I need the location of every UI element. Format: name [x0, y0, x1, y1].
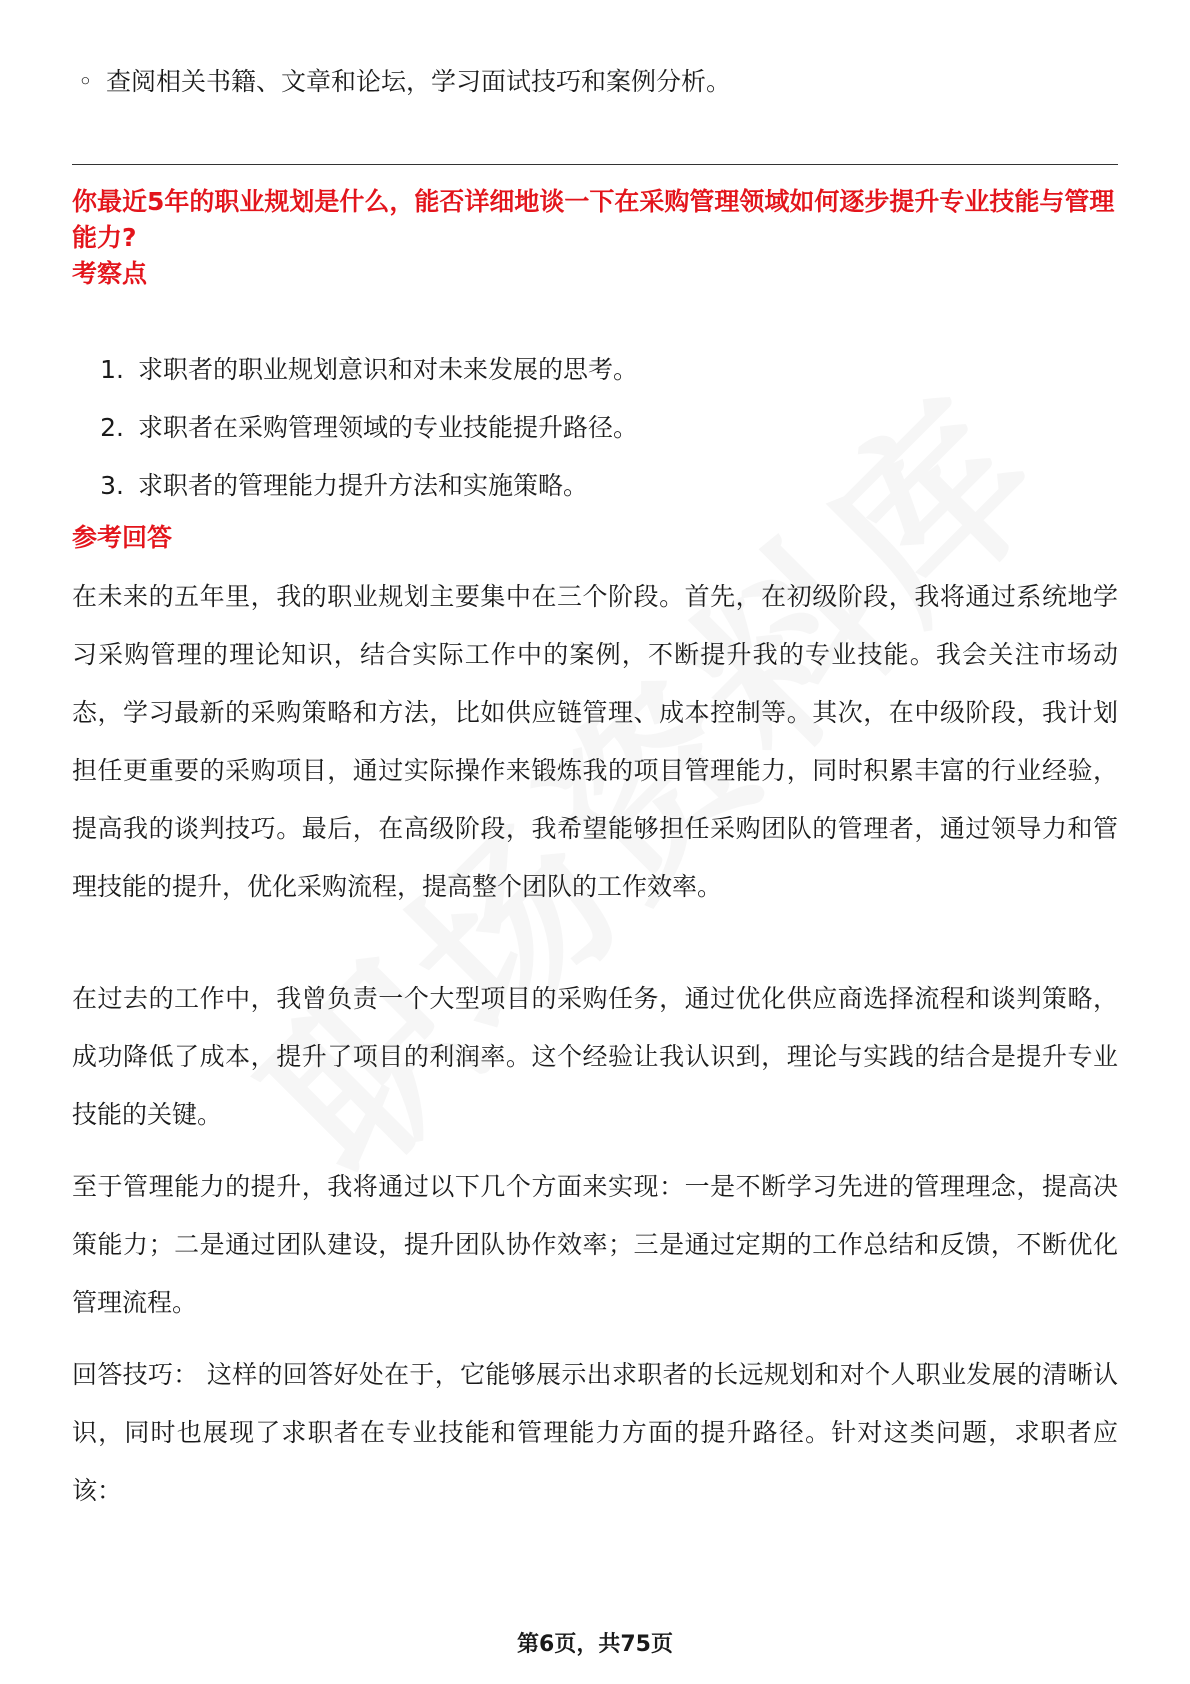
answer-tips-paragraph: 回答技巧： 这样的回答好处在于，它能够展示出求职者的长远规划和对个人职业发展的清晰认识，同时也展现了求职者在专业技能和管理能力方面的提升路径。针对这类问题，求职者应该：: [72, 1360, 1118, 1505]
page-number: 第6页，共75页: [517, 1632, 673, 1657]
list-item-text: 求职者在采购管理领域的专业技能提升路径。: [138, 413, 639, 442]
bullet-text: 查阅相关书籍、文章和论坛，学习面试技巧和案例分析。: [106, 67, 732, 96]
list-item-text: 求职者的职业规划意识和对未来发展的思考。: [138, 355, 639, 384]
list-item: [72, 408, 1118, 466]
answer-paragraph-1: 在未来的五年里，我的职业规划主要集中在三个阶段。首先，在初级阶段，我将通过系统地学习采购管理的理论知识，结合实际工作中的案例，不断提升我的专业技能。我会关注市场动态，学习最新的采购策略和方法，比如供应链管理、成本控制等。其次，在中级阶段，我计划担任更重要的采购项目，通过实际操作来锻炼我的项目管理能力，同时积累丰富的行业经验，提高我的谈判技巧。最后，在高级阶段，我希望能够担任采购团队的管理者，通过领导力和管理技能的提升，优化采购流程，提高整个团队的工作效率。: [72, 582, 1118, 901]
answer-heading: 参考回答: [72, 523, 173, 552]
list-item: [72, 350, 1118, 408]
answer-paragraph-2: 在过去的工作中，我曾负责一个大型项目的采购任务，通过优化供应商选择流程和谈判策略，成功降低了成本，提升了项目的利润率。这个经验让我认识到，理论与实践的结合是提升专业技能的关键。: [72, 984, 1118, 1129]
assessment-heading: 考察点: [72, 259, 148, 288]
list-item-number: 1.: [100, 355, 124, 384]
section-divider: [72, 164, 1118, 165]
list-item-number: 2.: [100, 413, 124, 442]
list-item: [72, 466, 1118, 524]
assessment-list: [72, 350, 1118, 524]
bullet-marker: ◦: [78, 67, 93, 96]
answer-paragraph-3: 至于管理能力的提升，我将通过以下几个方面来实现：一是不断学习先进的管理理念，提高决策能力；二是通过团队建设，提升团队协作效率；三是通过定期的工作总结和反馈，不断优化管理流程。: [72, 1172, 1118, 1317]
interview-question: 你最近5年的职业规划是什么，能否详细地谈一下在采购管理领域如何逐步提升专业技能与管理能力?: [72, 187, 1115, 252]
previous-bullet-item: [78, 62, 731, 102]
list-item-text: 求职者的管理能力提升方法和实施策略。: [138, 471, 589, 500]
list-item-number: 3.: [100, 471, 124, 500]
